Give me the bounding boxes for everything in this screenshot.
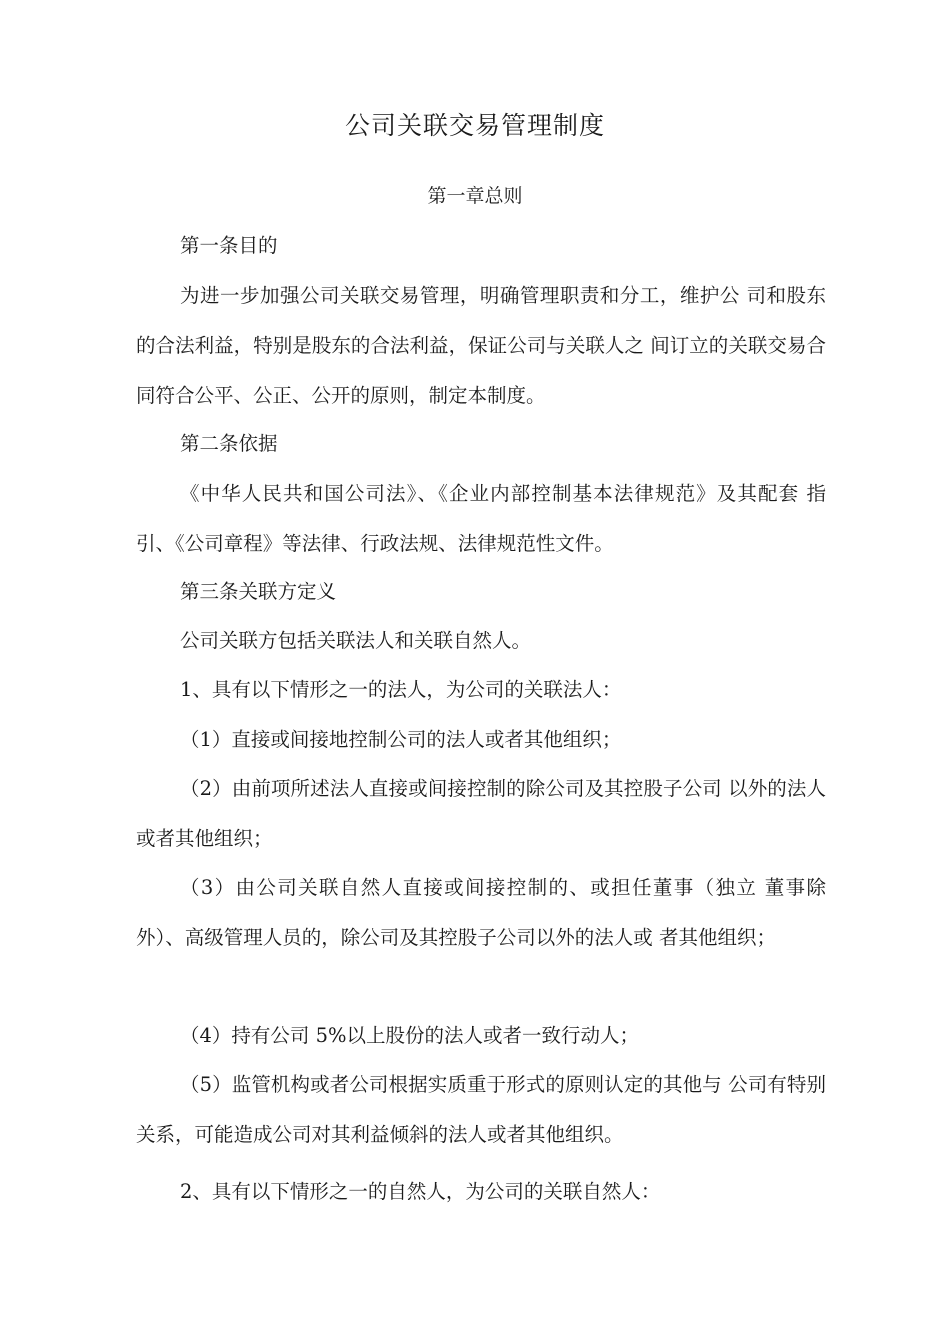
article-2-body: 《中华人民共和国公司法》、《企业内部控制基本法律规范》及其配套 指引、《公司章程》等法律、行政法规、法律规范性文件。	[136, 482, 826, 555]
clause-1-item-1: （1）直接或间接地控制公司的法人或者其他组织；	[180, 728, 622, 751]
article-1-heading: 第一条目的	[180, 234, 278, 257]
article-2-heading: 第二条依据	[180, 432, 278, 455]
article-1-body: 为进一步加强公司关联交易管理，明确管理职责和分工，维护公 司和股东的合法利益，特别是股东的合法利益，保证公司与关联人之 间订立的关联交易合同符合公平、公正、公开的原则，制定本制度。	[136, 284, 826, 407]
clause-2-intro: 2、具有以下情形之一的自然人，为公司的关联自然人：	[180, 1180, 661, 1203]
clause-1-intro: 1、具有以下情形之一的法人，为公司的关联法人：	[180, 678, 622, 701]
clause-1-item-5: （5）监管机构或者公司根据实质重于形式的原则认定的其他与 公司有特别关系，可能造成公司对其利益倾斜的法人或者其他组织。	[136, 1073, 826, 1146]
chapter-heading: 第一章总则	[427, 185, 523, 207]
article-3-heading: 第三条关联方定义	[180, 580, 337, 603]
clause-1-item-4: （4）持有公司 5%以上股份的法人或者一致行动人；	[180, 1024, 640, 1047]
clause-1-item-3: （3）由公司关联自然人直接或间接控制的、或担任董事（独立 董事除外）、高级管理人员的，除公司及其控股子公司以外的法人或 者其他组织；	[136, 876, 826, 949]
clause-1-item-2: （2）由前项所述法人直接或间接控制的除公司及其控股子公司 以外的法人或者其他组织；	[136, 777, 826, 850]
document-title: 公司关联交易管理制度	[344, 111, 605, 140]
article-3-body: 公司关联方包括关联法人和关联自然人。	[180, 629, 532, 652]
